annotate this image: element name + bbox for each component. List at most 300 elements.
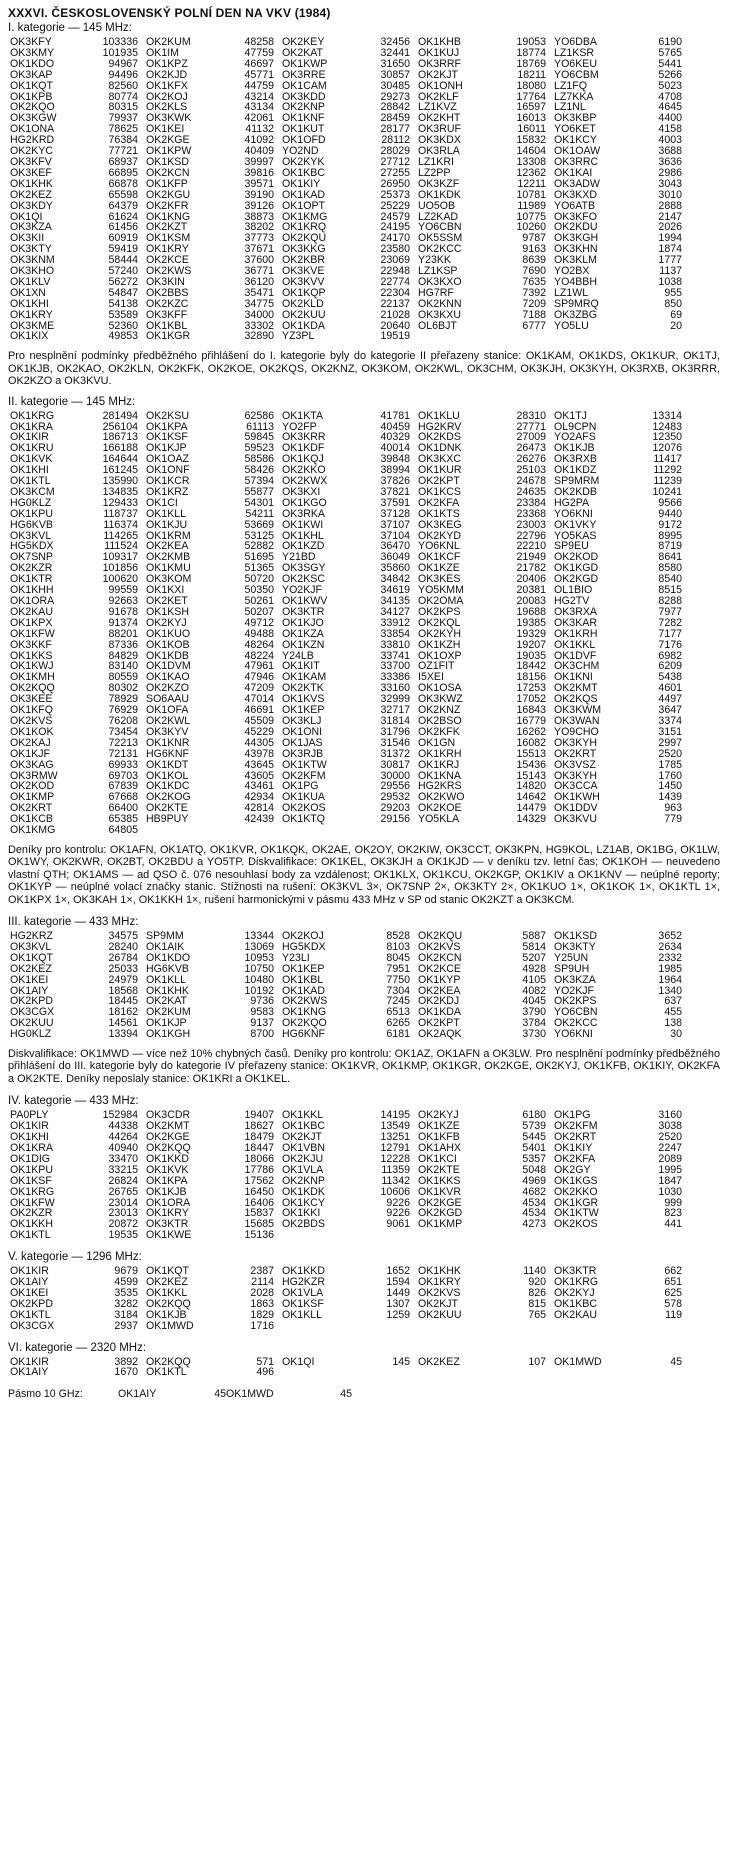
result-score: 53589 [108,308,138,321]
result-callsign: OK1KVK [146,1163,189,1176]
result-score: 76208 [108,714,138,727]
result-callsign: YO4BBH [554,275,597,288]
result-callsign: OK2KZR [10,1207,53,1220]
result-score: 9172 [658,518,682,531]
result-score: 19535 [108,1229,138,1242]
result-callsign: OK1KKH [10,1218,53,1231]
result-callsign: OK1KVK [10,453,53,466]
result-callsign: OK2KRT [554,747,597,760]
result-score: 34000 [244,308,274,321]
band-10ghz-callsign: OK1AIY [118,1388,157,1401]
result-callsign: OK1KSF [282,1297,324,1310]
result-score: 6190 [658,36,682,48]
result-callsign: OK3ZBG [554,308,597,321]
result-score: 571 [256,1355,274,1368]
result-score: 2028 [250,1286,274,1299]
result-callsign: SP9MRM [554,475,600,488]
result-score: 6209 [658,660,682,673]
result-callsign: OK1KPB [10,90,53,103]
result-score: 3652 [658,929,682,942]
result-score: 29203 [380,802,410,815]
result-score: 16011 [517,123,546,136]
result-callsign: OK1KLL [146,507,187,520]
result-callsign: OK2KSU [146,409,189,422]
result-callsign: OK3KWM [554,704,602,717]
result-callsign: OK2KLF [418,90,459,103]
result-score: 8700 [250,1028,274,1041]
result-score: 35860 [380,562,410,575]
category-2-table [8,411,726,836]
result-callsign: LZ2KAD [418,210,459,223]
result-callsign: OK1KRA [10,1141,53,1154]
result-score: 37104 [380,529,410,542]
result-callsign: OK1KCF [418,551,461,564]
result-score [490,1367,552,1378]
result-callsign: OK2KWS [282,995,328,1008]
result-callsign: OK1TJ [554,409,587,422]
result-callsign: OK3KNM [10,254,55,267]
result-score: 56272 [108,275,138,288]
result-score: 5207 [522,951,546,964]
result-score: 26276 [516,453,546,466]
result-callsign: OK1KYP [418,973,461,986]
result-callsign: OK3KYH [554,769,597,782]
result-callsign: OK3KMY [10,46,55,59]
result-callsign: OK1ONA [10,123,55,136]
result-callsign: OK3CGX [10,1319,55,1332]
result-score: 1030 [658,1185,682,1198]
result-score: 5441 [658,57,682,70]
result-callsign: OK2KQQ [146,1297,191,1310]
result-score: 40014 [380,442,410,455]
result-callsign: LZ1KSR [554,46,595,59]
result-score: 69703 [108,769,138,782]
result-callsign: OK1AIY [10,1276,49,1289]
result-score: 119 [665,1308,682,1321]
result-callsign: OK3KZF [418,177,460,190]
result-score: 38994 [380,464,410,477]
result-callsign: OK1KIX [10,330,49,343]
result-callsign: OK3RMW [10,769,58,782]
result-callsign: OK1KDK [282,1185,325,1198]
result-score: 29556 [380,780,410,793]
result-score: 3282 [114,1297,138,1310]
result-score: 18162 [108,1006,138,1019]
result-score: 30817 [380,758,410,771]
result-score: 24170 [380,232,410,245]
result-callsign: OK3KEF [10,166,52,179]
result-score: 8995 [658,529,682,542]
result-score: 78929 [108,693,138,706]
result-callsign: OK1KLV [10,275,51,288]
result-callsign: OK3KLJ [282,714,322,727]
result-score: 12362 [516,166,546,179]
result-callsign: OK2KEZ [146,1276,188,1289]
result-callsign: OK3CDR [146,1109,191,1122]
result-score: 22210 [516,540,546,553]
result-score: 10260 [516,221,546,234]
result-score: 39997 [244,155,274,168]
result-callsign: OK1KZE [418,1120,460,1133]
result-score: 37773 [244,232,274,245]
result-callsign: OK1QI [282,1355,315,1368]
result-callsign: OK1KJP [146,442,187,455]
result-score: 30000 [380,769,410,782]
result-score: 4082 [522,984,546,997]
result-callsign: OK2KFA [418,496,460,509]
result-callsign: OK2KWS [146,265,192,278]
result-callsign: OK3KGW [10,112,57,125]
result-score: 1259 [386,1308,410,1321]
result-callsign: OZ1FIT [418,660,455,673]
result-callsign: OK2KZT [146,221,188,234]
result-score: 8045 [386,951,410,964]
result-callsign: OK3KZA [554,973,596,986]
result-score: 2634 [658,940,682,953]
result-score: 2114 [251,1276,274,1289]
result-score: 48264 [244,638,274,651]
result-callsign: OK1OAZ [146,453,189,466]
result-callsign: HG2PA [554,496,590,509]
result-callsign: OK2KPT [418,475,460,488]
result-callsign: OK1VLA [282,1286,324,1299]
result-callsign: OK2KJT [418,1297,459,1310]
result-callsign: OK1KTL [10,475,51,488]
result-callsign: OK2KFA [554,1152,596,1165]
result-score: 4003 [658,134,682,147]
result-score: 11239 [653,475,682,488]
result-callsign: OK1KHI [10,297,49,310]
result-callsign: OK1AIK [146,940,185,953]
result-callsign: OK2KAU [554,1308,597,1321]
result-callsign: OK2KTK [282,682,324,695]
result-score: 4497 [658,693,682,706]
result-callsign: YO6ATB [554,199,596,212]
result-callsign: OK3SGY [282,562,326,575]
result-callsign: OK2KPS [418,605,461,618]
result-callsign: OK1KDF [282,442,325,455]
result-score: 3535 [114,1286,138,1299]
result-callsign: OK3KXC [418,453,461,466]
result-callsign: OK1KSD [146,155,189,168]
result-score: 37128 [380,507,410,520]
result-callsign: OK1KFW [10,627,55,640]
result-callsign: OK1KKS [10,649,53,662]
result-callsign: OK1OSA [418,682,462,695]
result-callsign: OK2KYJ [554,1286,595,1299]
result-callsign: OK1KIY [554,1141,593,1154]
result-callsign: OK2KOG [146,791,191,804]
result-score [354,1367,416,1378]
result-callsign: OK1KNF [282,112,325,125]
result-score: 39190 [244,188,274,201]
result-score: 40329 [380,431,410,444]
result-score: 920 [528,1276,546,1289]
result-score: 59419 [108,243,138,256]
result-callsign: OK1JAS [282,736,323,749]
result-score: 42439 [244,813,274,826]
result-callsign: OK1KBL [146,319,188,332]
result-score: 91374 [108,616,138,629]
result-score: 33810 [380,638,410,651]
result-score: 41092 [244,134,274,147]
result-callsign: Y24LB [282,649,314,662]
result-callsign: HG2TV [554,595,590,607]
result-score: 28310 [516,409,546,422]
result-score: 28240 [108,940,138,953]
result-callsign: OK7SNP [10,551,53,564]
result-callsign: HG2KRV [418,420,462,433]
result-callsign: OK1KRY [10,308,53,321]
result-callsign: OK2KEZ [10,962,52,975]
result-score: 15136 [244,1229,274,1242]
result-callsign: OK2KOE [418,802,462,815]
result-score: 1670 [114,1366,138,1379]
result-score: 19207 [516,638,546,651]
result-callsign: OK3RXB [554,453,597,466]
result-callsign: YO2BX [554,265,590,278]
result-score: 99559 [108,584,138,597]
result-score: 1652 [386,1265,410,1278]
band-10ghz-callsign: OK1MWD [226,1388,274,1401]
result-callsign: OK1VLA [282,1163,324,1176]
result-callsign: OK1VKY [554,518,597,531]
result-callsign: OK1KQT [10,79,53,92]
result-callsign: OK1KIT [282,660,320,673]
category-5-heading: V. kategorie — 1296 MHz: [8,1251,142,1264]
result-callsign: OK1KUO [146,627,191,640]
result-score: 44759 [244,79,274,92]
result-callsign: LZ1KRI [418,155,454,168]
result-score: 31650 [380,57,410,70]
result-callsign: YO2AFS [554,431,596,444]
result-score: 26765 [108,1185,138,1198]
result-score: 18568 [108,984,138,997]
result-callsign: OK3KAR [554,616,597,629]
result-callsign: OK2KDJ [418,995,460,1008]
result-score: 60919 [108,232,138,245]
result-score: 1038 [658,275,682,288]
result-score: 18627 [244,1120,274,1133]
result-callsign: OK1KBC [282,166,325,179]
result-callsign: OK2KZO [146,682,189,695]
result-callsign: OK3KBP [554,112,597,125]
result-score: 281494 [102,409,138,422]
result-score: 26824 [108,1174,138,1187]
result-score: 496 [256,1366,274,1379]
result-callsign: OK1KOL [146,769,189,782]
result-score: 4645 [658,101,682,114]
result-score: 12791 [380,1141,410,1154]
result-score: 72213 [108,736,138,749]
result-score: 33741 [380,649,410,662]
result-callsign: OK3KIN [146,275,185,288]
result-score: 662 [664,1265,682,1278]
result-callsign: Y21BD [282,551,316,564]
result-score: 2147 [658,210,682,223]
result-score: 52882 [244,540,274,553]
result-score: 50207 [244,605,274,618]
result-score: 69 [670,308,682,321]
result-callsign: OK1KJB [146,1308,187,1321]
result-callsign: OK2KGD [418,1207,463,1220]
result-callsign: OK1KDK [418,188,461,201]
result-callsign: YO2ND [282,145,319,158]
result-score: 164644 [102,453,138,466]
result-callsign: OK2BBS [146,286,189,299]
result-score: 48224 [244,649,274,662]
result-callsign: OK1KKS [418,1174,461,1187]
result-callsign: OK2KQU [418,929,463,942]
result-score: 1449 [386,1286,410,1299]
result-callsign: OK3RJB [282,747,324,760]
result-callsign: OK2KJT [418,68,459,81]
result-score: 2986 [658,166,682,179]
result-callsign: OK1KQT [146,1265,189,1278]
result-score: 24579 [380,210,410,223]
result-callsign: OK2KGU [146,188,191,201]
result-score: 43461 [244,780,274,793]
result-callsign: OK2KOD [10,780,55,793]
result-callsign: OK1VBN [282,1141,325,1154]
result-score: 8103 [386,940,410,953]
result-score: 65385 [108,813,138,826]
result-score: 94967 [108,57,138,70]
result-score: 765 [528,1308,546,1321]
result-callsign: LZ7KKA [554,90,594,103]
result-callsign: OK1KDT [146,758,189,771]
result-callsign: OL6BJT [418,319,457,332]
result-score: 3790 [522,1006,546,1019]
result-callsign: HG2KRS [418,780,462,793]
result-score: 54138 [108,297,138,310]
result-callsign: OK3KRR [282,431,326,444]
result-callsign: OK1MWD [554,1355,602,1368]
result-callsign: OK1KTQ [282,813,325,826]
result-callsign: OK1KDC [146,780,190,793]
result-callsign: LZ1WL [554,286,589,299]
result-callsign: OK2KWL [146,714,191,727]
result-callsign: HB9PUY [146,813,189,826]
result-score: 5357 [522,1152,546,1165]
result-callsign: OK1KCS [418,485,461,498]
result-callsign: OK1KNR [146,736,190,749]
result-callsign: OK2KGE [418,1196,462,1209]
result-callsign: OK3KXI [282,485,321,498]
result-score: 50350 [244,584,274,597]
result-callsign: OK2KHT [418,112,461,125]
result-score: 36470 [380,540,410,553]
result-callsign: OK2KGE [146,1131,190,1144]
category-1-note: Pro nesplnění podmínky předběžného přihlášení do I. kategorie byly do kategorie II přeřazeny stanice: OK1KAM, OK1KDS, OK1KUR, OK1TJ, OK1KJB, OK2KAO, OK2KLN, OK2KFK, OK2KOE, OK2KQS, OK2KNZ, OK3KOM, OK2KWL, OK3CHM, OK3KJH, OK3KYH, OK3RXB, OK3RRR, OK2KZO a OK3KVU. [8,350,720,388]
result-score: 7392 [522,286,546,299]
result-callsign: OK1AIY [10,1366,49,1379]
result-score: 11989 [517,199,546,212]
result-callsign: OK1KGS [554,1174,598,1187]
result-score: 26784 [108,951,138,964]
result-callsign: OK1KKL [146,1286,188,1299]
result-score: 49712 [244,616,274,629]
result-score: 12483 [652,420,682,433]
result-score: 9226 [386,1207,410,1220]
result-callsign: OK1KTL [10,1229,51,1242]
result-callsign: YO6KNL [418,540,460,553]
result-callsign: OK2KQO [10,101,55,114]
result-score: 65598 [108,188,138,201]
result-score: 66878 [108,177,138,190]
result-score: 8719 [658,540,682,553]
result-score: 5814 [522,940,546,953]
result-score: 18156 [516,671,546,684]
result-score: 34619 [380,584,410,597]
category-2-note: Deníky pro kontrolu: OK1AFN, OK1ATQ, OK1KVR, OK1KQK, OK2AE, OK2OY, OK2KIW, OK3CCT, OK3KPN, HG9KOL, LZ1AB, OK1BG, OK1LW, OK1WY, OK2KWR, OK2BT, OK2BDU a YO5TP. Diskvalifikace: OK1KEL, OK3KJH a OK1KJD — v deníku tzv. letní čas; OK1KOH — neuvedeno vlastní QTH; OK1AMS — ad QSO č. 076 nesouhlasí body za vzdálenost; OK1KLX, OK1KCU, OK2KGP, OK1KIV a OK1KNV — neúplné reporty; OK1KYP — neúplné volací značky stanic. Stížnosti na rušení: OK3KVL 3×, OK7SNP 2×, OK3KTY 2×, OK1KUO 1×, OK1KOK 1×, OK1KTL 1×, OK1KPX 1×, OK3KAH 1×, OK1KKH 1×, rušení harmonickými v pásmu 433 MHz v SP od stanic OK2KZT a OK3KCM. [8,843,720,906]
result-callsign: OK2KTE [418,1163,460,1176]
result-score: 16597 [516,101,546,114]
result-callsign: OK1KWI [282,518,324,531]
result-score: 14479 [516,802,546,815]
result-callsign: OK1KQT [10,951,53,964]
result-score: 76929 [108,704,138,717]
result-score: 7176 [658,638,682,651]
result-callsign: OK1KHK [418,1265,461,1278]
result-callsign: OK2KYC [10,145,53,158]
result-callsign [552,1367,626,1378]
result-score: 16450 [244,1185,274,1198]
result-score: 6180 [522,1109,546,1122]
result-callsign: YO2FP [282,420,317,433]
result-score: 34842 [380,573,410,586]
result-callsign: OK1KAD [282,188,325,201]
result-callsign: OK1KGR [554,1196,599,1209]
result-score: 43645 [244,758,274,771]
result-score: 33700 [380,660,410,673]
result-score: 4601 [658,682,682,695]
result-score: 54847 [108,286,138,299]
result-score: 16779 [516,714,546,727]
result-score: 14561 [108,1017,138,1030]
result-score: 38202 [244,221,274,234]
result-callsign: OK1KZD [282,540,325,553]
result-callsign: YO6KNI [554,1028,593,1041]
result-score: 20872 [108,1218,138,1231]
result-score: 39816 [244,166,274,179]
result-callsign: OK1MWD [146,1319,194,1332]
result-score: 32999 [380,693,410,706]
result-score: 9583 [250,1006,274,1019]
result-callsign: OK1KWP [282,57,328,70]
result-callsign: OK1KKL [282,1109,324,1122]
result-callsign: OK3RRE [282,68,326,81]
result-score: 22948 [380,265,410,278]
result-score: 441 [664,1218,682,1231]
result-callsign: OK2KZC [146,297,189,310]
result-score: 84829 [108,649,138,662]
result-callsign: OK1KOB [146,638,190,651]
result-score: 33215 [108,1163,138,1176]
result-score: 10606 [380,1185,410,1198]
result-score: 9226 [386,1196,410,1209]
result-score: 59523 [244,442,274,455]
result-callsign: OK1KFQ [10,704,53,717]
result-callsign: OK1KEI [146,123,185,136]
result-callsign: OK2KCC [418,243,462,256]
result-callsign: OK1KFP [146,177,188,190]
result-score: 37107 [380,518,410,531]
result-score: 43605 [244,769,274,782]
result-score: 22796 [516,529,546,542]
result-callsign: OK1KHK [146,984,189,997]
result-callsign: OK3KES [418,573,461,586]
